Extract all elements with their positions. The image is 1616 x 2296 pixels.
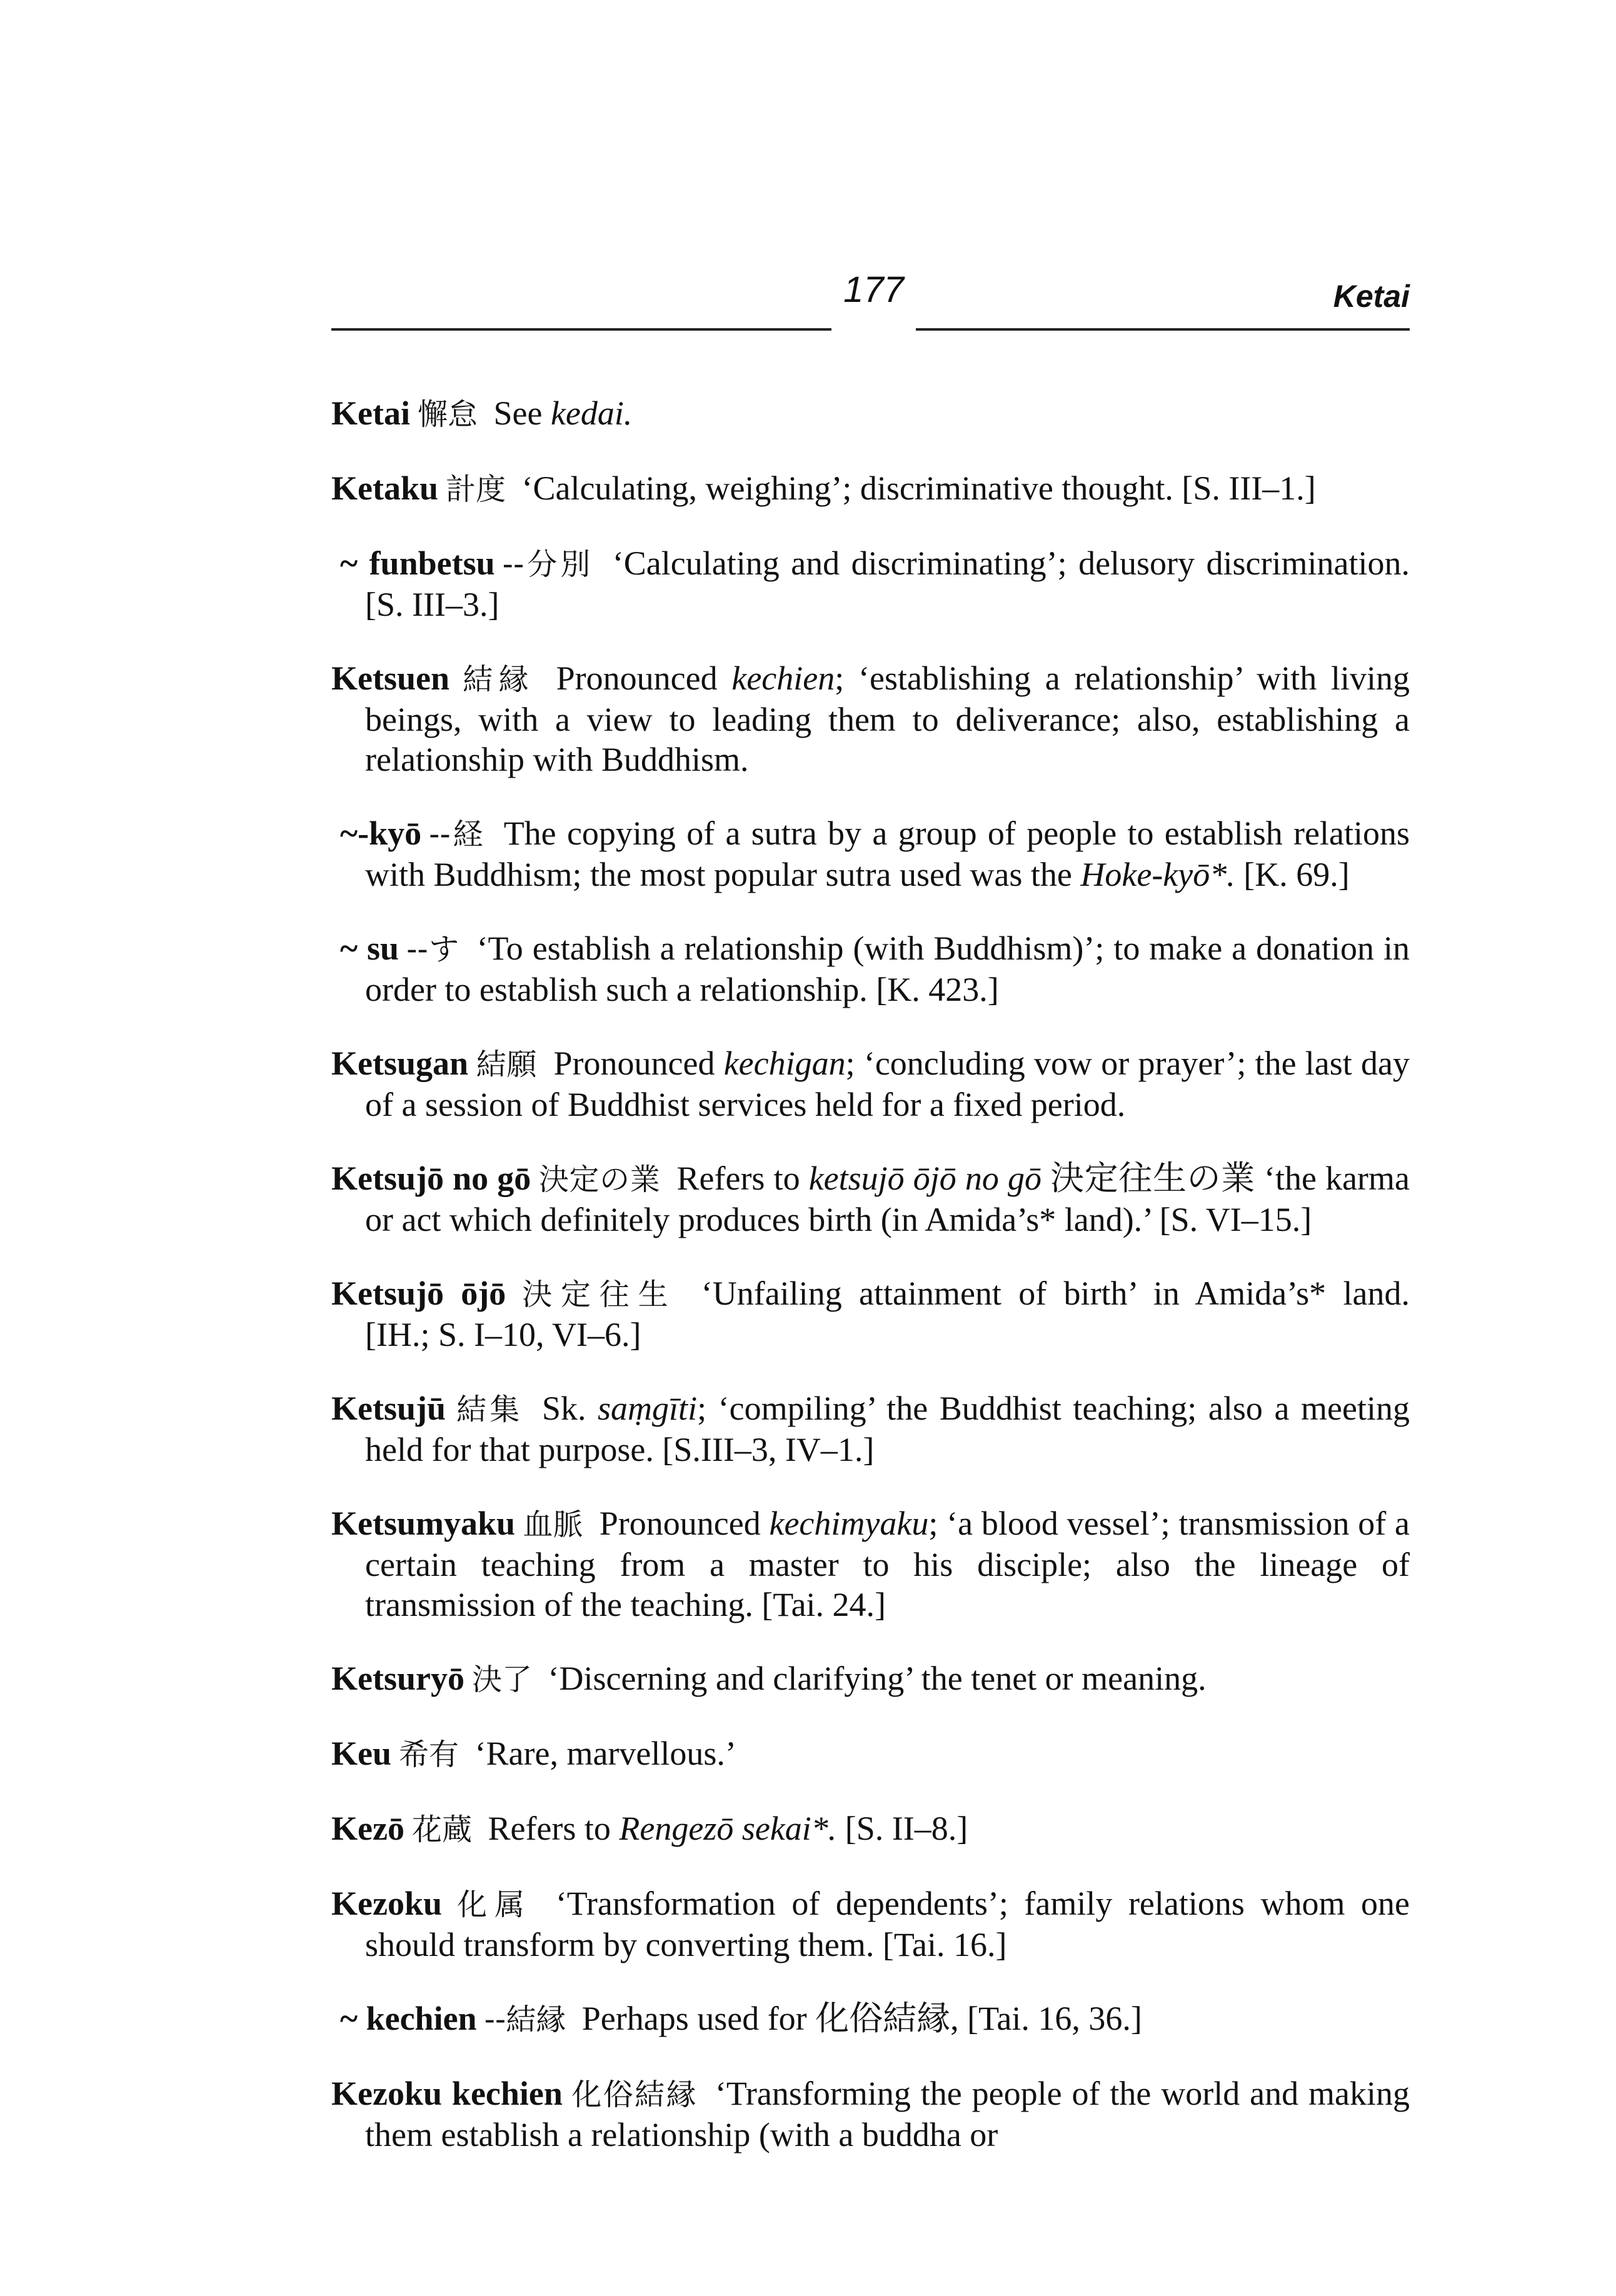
italic-text: ketsujō ōjō no gō	[808, 1160, 1042, 1197]
definition-text: ‘Transforming the people of the world and making them establish a relationship (with a buddha or	[365, 2075, 1410, 2153]
kanji: 花蔵	[411, 1812, 472, 1847]
entry-ketsuryo	[331, 1658, 1410, 1700]
kanji: 化属	[449, 1887, 533, 1922]
italic-text: saṃgīti	[598, 1390, 698, 1427]
headword: Ketsujō no gō	[331, 1160, 531, 1197]
kanji: 計度	[446, 472, 506, 507]
reference: [S. III–1.]	[1182, 469, 1316, 507]
kanji: 化俗結縁	[570, 2077, 698, 2112]
kanji: 血脈	[523, 1507, 583, 1542]
entry-su	[331, 928, 1410, 1010]
entry-kyo	[331, 813, 1410, 895]
reference: [Tai. 16.]	[882, 1926, 1007, 1963]
definition-text: Refers to	[488, 1810, 620, 1847]
kanji: --結縁	[484, 2002, 566, 2037]
reference: [S.III–3, IV–1.]	[662, 1431, 875, 1468]
headword: Ketsujō ōjō	[331, 1275, 506, 1312]
headword: Ketai	[331, 394, 410, 432]
definition-text: ; ‘a blood vessel’; transmission of a certain teaching from a master to his disciple; also the lineage of transmission of the teaching.	[365, 1505, 1410, 1623]
definition-text: ‘Calculating, weighing’; discriminative thought.	[521, 469, 1173, 507]
definition-text: ‘Rare, marvellous.’	[474, 1735, 736, 1772]
italic-text: Hoke-kyō*.	[1080, 856, 1235, 893]
definition-text: ; ‘compiling’ the Buddhist teaching; also a meeting held for that purpose.	[365, 1390, 1410, 1468]
entry-ketsuen	[331, 658, 1410, 780]
dictionary-entries	[331, 359, 1410, 2166]
kanji: 決定の業	[538, 1162, 661, 1197]
reference: [K. 423.]	[876, 971, 999, 1008]
kanji: 結縁	[457, 662, 534, 697]
definition-text: ; ‘establishing a relationship’ with living beings, with a view to leading them to deliverance; also, establishing a relationship with Buddhism.	[365, 659, 1410, 778]
page-header	[331, 263, 1410, 338]
headword: Ketsuen	[331, 659, 449, 697]
reference: [K. 69.]	[1243, 856, 1350, 893]
running-head: Ketai	[1333, 279, 1410, 314]
headword: Kezō	[331, 1810, 404, 1847]
entry-keu	[331, 1733, 1410, 1775]
definition-text: Pronounced	[553, 1045, 724, 1082]
kanji: 懈怠	[417, 397, 478, 432]
italic-text: Rengezō sekai*.	[619, 1810, 837, 1847]
kanji: 決定往生	[513, 1277, 677, 1312]
reference: [IH.; S. I–10, VI–6.]	[365, 1316, 641, 1353]
italic-text: kechien	[731, 659, 835, 697]
entry-funbetsu	[331, 543, 1410, 624]
definition-text: Pronounced	[556, 659, 732, 697]
entry-kezo	[331, 1808, 1410, 1850]
headword: Ketsumyaku	[331, 1505, 516, 1542]
headword: Ketaku	[331, 469, 439, 507]
entry-kezoku-kechien-sub	[331, 1998, 1410, 2040]
italic-text: kechigan	[723, 1045, 846, 1082]
headword: Kezoku kechien	[331, 2075, 563, 2112]
definition-text: 決定往生の業 ‘the karma or act which definitely produces birth (in Amida’s* land).’	[365, 1160, 1410, 1238]
headword: ~ kechien	[340, 2000, 477, 2037]
headword: Ketsugan	[331, 1045, 469, 1082]
kanji: 決了	[471, 1662, 532, 1697]
italic-text: kedai.	[550, 394, 633, 432]
headword: ~ su	[340, 930, 399, 967]
header-rule-left	[331, 328, 831, 331]
headword: Ketsuryō	[331, 1660, 464, 1697]
kanji: 希有	[399, 1737, 459, 1772]
definition-text: ‘Discerning and clarifying’ the tenet or meaning.	[548, 1660, 1207, 1697]
headword: ~-kyō	[340, 815, 422, 852]
entry-ketsuju	[331, 1388, 1410, 1470]
kanji: --す	[406, 932, 460, 967]
definition-text: The copying of a sutra by a group of people to establish relations with Buddhism; the most popular sutra used was the	[365, 815, 1410, 893]
entry-ketai	[331, 393, 1410, 434]
headword: Keu	[331, 1735, 392, 1772]
entry-ketsujo-no-go	[331, 1158, 1410, 1240]
definition-text: Refers to	[676, 1160, 809, 1197]
entry-ketsumyaku	[331, 1503, 1410, 1625]
header-rule-right	[916, 328, 1410, 331]
kanji: --経	[429, 817, 486, 852]
page-number: 177	[843, 269, 904, 310]
definition-text: ‘Calculating and discriminating’; delusory discrimination.	[612, 544, 1410, 582]
entry-kezoku	[331, 1883, 1410, 1965]
definition-text: Sk.	[541, 1390, 598, 1427]
definition-text: ‘Transformation of dependents’; family relations whom one should transform by converting them.	[365, 1885, 1410, 1963]
kanji: --分別	[502, 547, 594, 582]
kanji: 結願	[476, 1047, 538, 1082]
definition-text: ‘To establish a relationship (with Buddhism)’; to make a donation in order to establish such a relationship.	[365, 930, 1410, 1008]
definition-text: Perhaps used for 化俗結縁,	[581, 2000, 959, 2037]
headword: ~ funbetsu	[340, 544, 495, 582]
reference: [S. VI–15.]	[1159, 1201, 1312, 1238]
entry-kezoku-kechien	[331, 2073, 1410, 2155]
entry-ketaku	[331, 468, 1410, 509]
headword: Kezoku	[331, 1885, 443, 1922]
reference: [Tai. 24.]	[761, 1586, 886, 1623]
entry-ketsujo-ojo	[331, 1273, 1410, 1355]
reference: [Tai. 16, 36.]	[967, 2000, 1142, 2037]
reference: [S. II–8.]	[845, 1810, 968, 1847]
italic-text: kechimyaku	[769, 1505, 929, 1542]
definition-text: Pronounced	[599, 1505, 770, 1542]
definition-text: ; ‘concluding vow or prayer’; the last day of a session of Buddhist services held for a fixed period.	[365, 1045, 1410, 1123]
entry-ketsugan	[331, 1043, 1410, 1125]
kanji: 結集	[453, 1392, 523, 1427]
definition-text: See	[493, 394, 551, 432]
definition-text: ‘Unfailing attainment of birth’ in Amida’s* land.	[701, 1275, 1410, 1312]
reference: [S. III–3.]	[365, 586, 499, 623]
headword: Ketsujū	[331, 1390, 446, 1427]
